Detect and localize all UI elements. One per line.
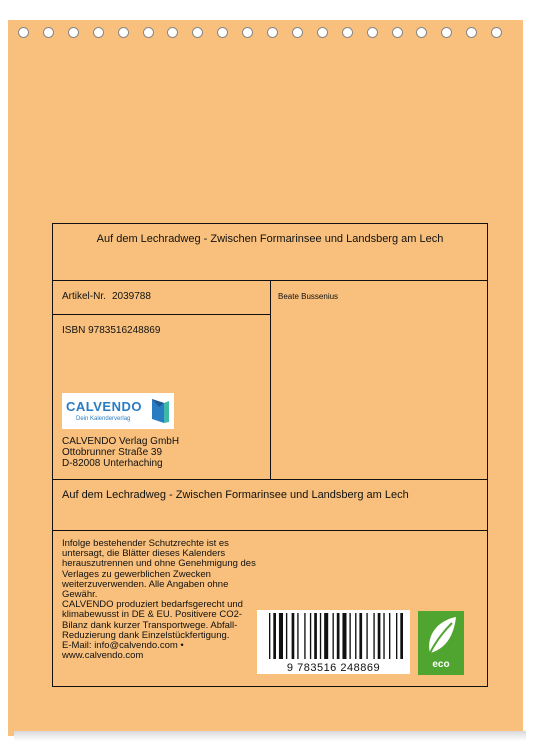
binding-hole <box>317 27 328 38</box>
barcode-bar <box>373 613 374 659</box>
binding-hole <box>93 27 104 38</box>
barcode-bar <box>342 613 346 659</box>
binding-hole <box>143 27 154 38</box>
barcode-bar <box>359 613 362 659</box>
eco-label: eco <box>432 659 450 670</box>
barcode-digits: 9 783516 248869 <box>286 662 381 674</box>
barcode-bar <box>349 613 350 659</box>
legal-line: Bilanz dank kurzer Transportwege. Abfall- <box>62 619 238 631</box>
barcode-bar <box>337 613 340 659</box>
article-label: Artikel-Nr. <box>62 291 106 302</box>
barcode-bar <box>324 613 328 659</box>
legal-line: untersagt, die Blätter dieses Kalenders <box>62 548 226 560</box>
calendar-page-icon <box>150 397 170 425</box>
barcode-bar <box>320 613 321 659</box>
barcode-bar <box>269 613 270 659</box>
publisher-name: CALVENDO Verlag GmbH <box>62 436 180 447</box>
calvendo-logo-icon <box>62 393 174 429</box>
binding-hole <box>68 27 79 38</box>
barcode-bar <box>273 613 276 659</box>
binding-hole <box>342 27 353 38</box>
publisher-city: D-82008 Unterhaching <box>62 458 163 469</box>
article-number: 2039788 <box>112 291 151 302</box>
barcode-bar <box>383 613 384 659</box>
barcode-bar <box>310 613 311 659</box>
logo-word: CALVENDO <box>66 399 142 414</box>
barcode-bar <box>366 613 367 659</box>
legal-line: herauszutrennen und ohne Genehmigung des <box>62 558 256 570</box>
binding-hole <box>18 27 29 38</box>
barcode-icon <box>257 610 410 674</box>
author-name: Beate Bussenius <box>278 292 339 301</box>
legal-line: www.calvendo.com <box>62 650 144 662</box>
title-text: Auf dem Lechradweg - Zwischen Formarinsee und Landsberg am Lech <box>96 233 444 245</box>
logo-subtitle: Dein Kalenderverlag <box>76 416 131 422</box>
subtitle-text: Auf dem Lechradweg - Zwischen Formarinsee und Landsberg am Lech <box>62 489 409 501</box>
legal-line: CALVENDO produziert bedarfsgerecht und <box>62 599 243 611</box>
title-box <box>52 223 488 281</box>
legal-line: Infolge bestehender Schutzrechte ist es <box>62 538 229 549</box>
publisher-street: Ottobrunner Straße 39 <box>62 447 163 458</box>
legal-text <box>62 539 262 661</box>
binding-hole <box>118 27 129 38</box>
author-box <box>270 280 488 480</box>
barcode-bar <box>396 613 397 659</box>
isbn-text: ISBN 9783516248869 <box>62 325 161 336</box>
barcode-bar <box>286 613 287 659</box>
binding-hole <box>43 27 54 38</box>
legal-line: E-Mail: info@calvendo.com • <box>62 640 184 652</box>
barcode-bar <box>355 613 356 659</box>
barcode-bar <box>389 613 390 659</box>
barcode-bar <box>378 613 381 659</box>
barcode-bar <box>297 613 298 659</box>
legal-line: Verlages zu gewerblichen Zwecken <box>62 568 211 580</box>
binding-hole <box>367 27 378 38</box>
barcode-bar <box>304 613 305 659</box>
binding-hole <box>267 27 278 38</box>
legal-line: Gewähr. <box>62 589 98 601</box>
barcode-bar <box>314 613 317 659</box>
legal-line: weiterzuverwenden. Alle Angaben ohne <box>62 578 229 590</box>
subtitle-box <box>52 479 488 531</box>
barcode-bar <box>400 613 403 659</box>
legal-line: klimabewusst in DE & EU. Positivere CO2- <box>62 609 243 621</box>
barcode-bar <box>292 613 295 659</box>
page-shadow <box>14 731 526 741</box>
binding-hole <box>292 27 303 38</box>
binding-hole <box>392 27 403 38</box>
barcode-bar <box>333 613 334 659</box>
eco-leaf-icon <box>418 611 464 675</box>
barcode-bar <box>279 613 283 659</box>
legal-line: Reduzierung dank Einzelstückfertigung. <box>62 629 230 641</box>
